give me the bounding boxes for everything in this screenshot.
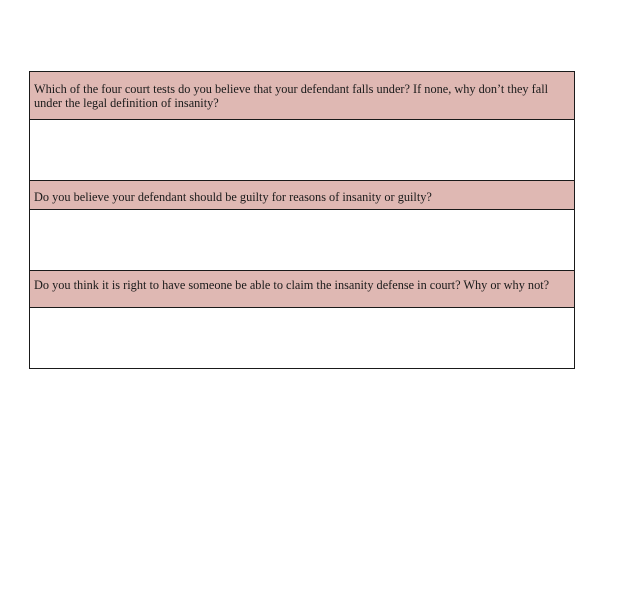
question-2-text: Do you believe your defendant should be guilty for reasons of insanity or guilty? <box>30 181 575 210</box>
answer-row-2 <box>30 210 575 271</box>
answer-1-field[interactable] <box>30 120 575 181</box>
answer-3-field[interactable] <box>30 308 575 369</box>
answer-2-field[interactable] <box>30 210 575 271</box>
question-row-2 <box>30 181 575 210</box>
answer-row-1 <box>30 120 575 181</box>
question-1-text: Which of the four court tests do you believe that your defendant falls under? If none, why don’t they fall under the legal definition of insanity? <box>30 72 575 120</box>
question-table <box>29 71 575 369</box>
question-row-1 <box>30 72 575 120</box>
answer-row-3 <box>30 308 575 369</box>
question-row-3 <box>30 271 575 308</box>
question-3-text: Do you think it is right to have someone be able to claim the insanity defense in court? Why or why not? <box>30 271 575 308</box>
